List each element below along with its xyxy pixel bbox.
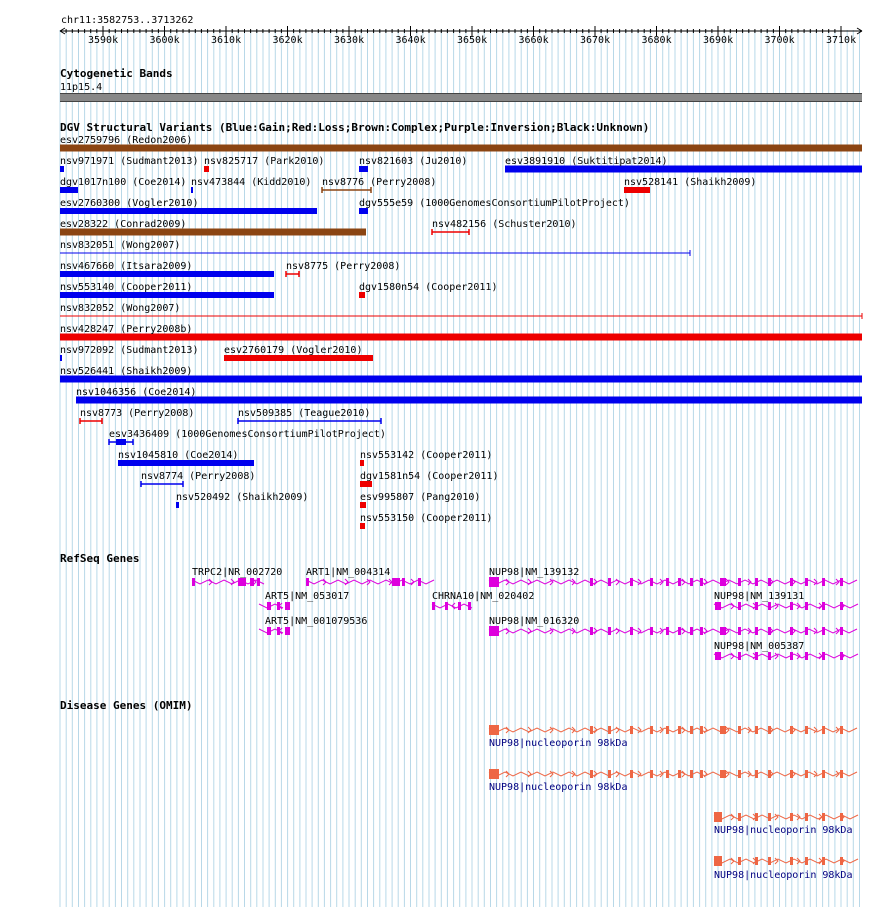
gene-direction-arrow [528, 771, 531, 777]
gene-intron [714, 859, 858, 863]
gene-exon [630, 770, 633, 778]
gene-exon [805, 652, 808, 660]
gene-exon [630, 578, 633, 586]
dgv-variant-label[interactable]: nsv8773 (Perry2008) [80, 408, 195, 419]
gene-exon [805, 627, 808, 635]
gene-exon [608, 770, 611, 778]
gene-direction-arrow [528, 727, 531, 733]
gene-exon [768, 813, 771, 821]
gene-exon [822, 770, 825, 778]
gene-exon [608, 627, 611, 635]
gene-model [714, 856, 858, 866]
gene-direction-arrow [819, 858, 822, 864]
gene-exon [650, 627, 653, 635]
gene-exon [840, 627, 843, 635]
dgv-variant-label[interactable]: esv2760300 (Vogler2010) [60, 198, 199, 209]
gene-direction-arrow [819, 603, 822, 609]
gene-model [714, 602, 858, 610]
gene-exon [720, 627, 726, 635]
gene-exon [267, 627, 271, 635]
gene-exon [392, 578, 400, 586]
ruler-tick-label: 3650k [457, 35, 488, 46]
gene-exon [690, 726, 693, 734]
dgv-variant-label[interactable]: nsv8776 (Perry2008) [322, 177, 437, 188]
gene-exon [738, 770, 741, 778]
gene-exon [432, 602, 435, 610]
dgv-variant-label[interactable]: nsv1045810 (Coe2014) [118, 450, 239, 461]
gene-exon [690, 770, 693, 778]
gene-exon [738, 627, 741, 635]
refseq-gene-label[interactable]: CHRNA10|NM_020402 [432, 591, 535, 602]
gene-exon [768, 857, 771, 865]
omim-gene-models[interactable] [0, 710, 890, 880]
gene-exon [238, 578, 246, 586]
gene-direction-arrow [594, 579, 597, 585]
gene-intron [489, 629, 857, 633]
refseq-gene-label[interactable]: NUP98|NM_016320 [489, 616, 580, 627]
gene-direction-arrow [819, 653, 822, 659]
gene-exon [790, 602, 793, 610]
gene-exon [822, 726, 825, 734]
gene-exon [840, 770, 843, 778]
dgv-variant-label[interactable]: esv3436409 (1000GenomesConsortiumPilotProject) [109, 429, 386, 440]
gene-direction-arrow [682, 727, 685, 733]
dgv-variant-label[interactable]: dgv1580n54 (Cooper2011) [359, 282, 498, 293]
dgv-variant-label[interactable]: nsv482156 (Schuster2010) [432, 219, 577, 230]
dgv-variant-label[interactable]: esv2759796 (Redon2006) [60, 135, 193, 146]
gene-direction-arrow [506, 727, 509, 733]
gene-model [259, 602, 290, 610]
gene-exon [267, 602, 271, 610]
gene-exon [755, 770, 758, 778]
gene-exon [700, 578, 703, 586]
gene-exon [285, 627, 290, 635]
gene-direction-arrow [594, 771, 597, 777]
omim-gene-label[interactable]: NUP98|nucleoporin 98kDa [714, 825, 853, 836]
gene-model [259, 627, 290, 635]
gene-direction-arrow [506, 771, 509, 777]
gene-direction-arrow [682, 628, 685, 634]
refseq-gene-label[interactable]: ART1|NM_004314 [306, 567, 391, 578]
gene-direction-arrow [506, 579, 509, 585]
dgv-variant-label[interactable]: nsv825717 (Park2010) [204, 156, 325, 167]
gene-intron [489, 728, 857, 732]
ruler-tick-label: 3630k [334, 35, 365, 46]
gene-exon [714, 812, 722, 822]
gene-direction-arrow [594, 727, 597, 733]
gene-exon [678, 726, 681, 734]
gene-direction-arrow [731, 814, 734, 820]
gene-exon [840, 578, 843, 586]
gene-exon [257, 578, 260, 586]
gene-exon [805, 578, 808, 586]
gene-exon [700, 726, 703, 734]
gene-exon [738, 813, 741, 821]
gene-exon [790, 857, 793, 865]
gene-exon [608, 726, 611, 734]
gene-exon [805, 857, 808, 865]
gene-exon [822, 627, 825, 635]
gene-exon [738, 578, 741, 586]
gene-exon [715, 652, 721, 660]
dgv-variant-label[interactable]: esv2760179 (Vogler2010) [224, 345, 363, 356]
cytoband-label: 11p15.4 [60, 82, 103, 93]
gene-model [714, 652, 858, 660]
ruler-tick-label: 3710k [826, 35, 857, 46]
gene-direction-arrow [231, 579, 234, 585]
dgv-variant-label[interactable]: nsv526441 (Shaikh2009) [60, 366, 193, 377]
omim-gene-label[interactable]: NUP98|nucleoporin 98kDa [714, 870, 853, 881]
dgv-variant-label[interactable]: nsv972092 (Sudmant2013) [60, 345, 199, 356]
gene-exon [700, 627, 703, 635]
gene-exon [650, 726, 653, 734]
gene-exon [666, 627, 669, 635]
gene-exon [690, 627, 693, 635]
dgv-variant-label[interactable]: esv995807 (Pang2010) [360, 492, 481, 503]
ruler-tick-label: 3610k [211, 35, 242, 46]
gene-exon [418, 578, 421, 586]
gene-exon [650, 578, 653, 586]
refseq-gene-label[interactable]: NUP98|NM_139132 [489, 567, 580, 578]
dgv-variant-label[interactable]: dgv1581n54 (Cooper2011) [360, 471, 499, 482]
dgv-variant-label[interactable]: dgv555e59 (1000GenomesConsortiumPilotProject) [359, 198, 630, 209]
dgv-variant-label[interactable]: nsv553140 (Cooper2011) [60, 282, 193, 293]
gene-exon [840, 726, 843, 734]
gene-model [432, 602, 472, 610]
gene-exon [738, 726, 741, 734]
ruler-coordinates: chr11:3582753..3713262 [61, 15, 194, 26]
ruler-tick-label: 3600k [149, 35, 180, 46]
gene-exon [720, 726, 726, 734]
gene-direction-arrow [323, 579, 326, 585]
gene-exon [445, 602, 448, 610]
gene-exon [666, 578, 669, 586]
gene-direction-arrow [506, 628, 509, 634]
dgv-variant-label[interactable]: nsv428247 (Perry2008b) [60, 324, 193, 335]
gene-exon [590, 726, 593, 734]
gene-exon [805, 602, 808, 610]
gene-exon [489, 626, 499, 636]
gene-direction-arrow [528, 579, 531, 585]
gene-exon [755, 578, 758, 586]
gene-direction-arrow [616, 771, 619, 777]
gene-direction-arrow [452, 603, 455, 609]
dgv-variant-label[interactable]: nsv1046356 (Coe2014) [76, 387, 197, 398]
gene-model [489, 769, 857, 779]
gene-exon [738, 602, 741, 610]
gene-direction-arrow [528, 628, 531, 634]
gene-exon [630, 627, 633, 635]
track-title-refseq: RefSeq Genes [60, 552, 140, 565]
gene-intron [714, 815, 858, 819]
gene-direction-arrow [616, 628, 619, 634]
refseq-gene-models[interactable] [0, 560, 890, 670]
omim-gene-label[interactable]: NUP98|nucleoporin 98kDa [489, 782, 628, 793]
dgv-variant-label[interactable]: nsv473844 (Kidd2010) [191, 177, 312, 188]
gene-exon [720, 578, 726, 586]
gene-exon [755, 726, 758, 734]
dgv-variant-label[interactable]: nsv509385 (Teague2010) [238, 408, 371, 419]
gene-exon [590, 578, 593, 586]
gene-direction-arrow [704, 727, 707, 733]
dgv-variant-label[interactable]: nsv553142 (Cooper2011) [360, 450, 493, 461]
ruler-tick-label: 3680k [641, 35, 672, 46]
gene-exon [285, 602, 290, 610]
gene-exon [402, 578, 405, 586]
gene-direction-arrow [731, 653, 734, 659]
dgv-variant-label[interactable]: nsv821603 (Ju2010) [359, 156, 468, 167]
gene-intron [714, 654, 858, 658]
gene-model [192, 578, 264, 586]
gene-exon [192, 578, 195, 586]
ruler-tick-label: 3590k [88, 35, 119, 46]
gene-direction-arrow [411, 579, 414, 585]
track-title-omim: Disease Genes (OMIM) [60, 699, 193, 712]
gene-model [714, 812, 858, 822]
gene-exon [678, 627, 681, 635]
gene-exon [590, 770, 593, 778]
ruler-tick-label: 3690k [703, 35, 734, 46]
gene-exon [738, 857, 741, 865]
gene-direction-arrow [704, 579, 707, 585]
gene-direction-arrow [731, 603, 734, 609]
ruler-tick-label: 3660k [518, 35, 549, 46]
gene-intron [714, 604, 858, 608]
dgv-variant-label[interactable]: nsv8774 (Perry2008) [141, 471, 256, 482]
gene-intron [489, 580, 857, 584]
gene-exon [720, 770, 726, 778]
gene-model [489, 725, 857, 735]
omim-gene-label[interactable]: NUP98|nucleoporin 98kDa [489, 738, 628, 749]
gene-direction-arrow [345, 579, 348, 585]
dgv-variant-label[interactable]: nsv520492 (Shaikh2009) [176, 492, 309, 503]
gene-exon [666, 726, 669, 734]
dgv-variant-label[interactable]: nsv467660 (Itsara2009) [60, 261, 193, 272]
gene-exon [489, 769, 499, 779]
gene-exon [468, 602, 471, 610]
gene-exon [630, 726, 633, 734]
gene-direction-arrow [704, 628, 707, 634]
gene-exon [678, 770, 681, 778]
gene-exon [590, 627, 593, 635]
gene-exon [738, 652, 741, 660]
gene-direction-arrow [682, 771, 685, 777]
gene-exon [714, 856, 722, 866]
dgv-variant-label[interactable]: dgv1017n100 (Coe2014) [60, 177, 187, 188]
track-title-cytobands: Cytogenetic Bands [60, 67, 173, 80]
refseq-gene-label[interactable]: NUP98|NM_005387 [714, 641, 805, 652]
gene-exon [790, 813, 793, 821]
gene-exon [690, 578, 693, 586]
gene-intron [489, 772, 857, 776]
dgv-variant-label[interactable]: esv28322 (Conrad2009) [60, 219, 187, 230]
refseq-gene-label[interactable]: ART5|NM_001079536 [265, 616, 368, 627]
dgv-variant-label[interactable]: nsv528141 (Shaikh2009) [624, 177, 757, 188]
gene-exon [608, 578, 611, 586]
refseq-gene-label[interactable]: TRPC2|NR_002720 [192, 567, 283, 578]
gene-direction-arrow [819, 814, 822, 820]
gene-exon [666, 770, 669, 778]
gene-exon [458, 602, 461, 610]
gene-exon [822, 578, 825, 586]
gene-exon [768, 602, 771, 610]
gene-direction-arrow [209, 579, 212, 585]
gene-direction-arrow [616, 579, 619, 585]
gene-direction-arrow [704, 771, 707, 777]
refseq-gene-label[interactable]: ART5|NM_053017 [265, 591, 350, 602]
gene-direction-arrow [594, 628, 597, 634]
refseq-gene-label[interactable]: NUP98|NM_139131 [714, 591, 805, 602]
dgv-variant-label[interactable]: nsv971971 (Sudmant2013) [60, 156, 199, 167]
gene-exon [306, 578, 309, 586]
ruler-tick-label: 3700k [764, 35, 795, 46]
gene-model [306, 578, 434, 586]
ruler-tick-label: 3620k [272, 35, 303, 46]
gene-exon [805, 770, 808, 778]
gene-direction-arrow [731, 858, 734, 864]
gene-direction-arrow [682, 579, 685, 585]
track-title-dgv: DGV Structural Variants (Blue:Gain;Red:Loss;Brown:Complex;Purple:Inversion;Black:Unknown) [60, 121, 650, 134]
dgv-variant-label[interactable]: nsv8775 (Perry2008) [286, 261, 401, 272]
gene-exon [768, 652, 771, 660]
dgv-variant-label[interactable]: nsv832052 (Wong2007) [60, 303, 181, 314]
ruler-tick-label: 3670k [580, 35, 611, 46]
gene-exon [715, 602, 721, 610]
gene-exon [678, 578, 681, 586]
gene-exon [650, 770, 653, 778]
gene-exon [790, 652, 793, 660]
gene-model [489, 577, 857, 587]
gene-exon [700, 770, 703, 778]
dgv-variant-label[interactable]: nsv553150 (Cooper2011) [360, 513, 493, 524]
gene-exon [805, 813, 808, 821]
dgv-variant-label[interactable]: nsv832051 (Wong2007) [60, 240, 181, 251]
gene-direction-arrow [616, 727, 619, 733]
dgv-variant-label[interactable]: esv3891910 (Suktitipat2014) [505, 156, 668, 167]
gene-exon [755, 627, 758, 635]
gene-model [489, 626, 857, 636]
gene-exon [489, 725, 499, 735]
gene-exon [489, 577, 499, 587]
ruler-tick-label: 3640k [395, 35, 426, 46]
gene-exon [805, 726, 808, 734]
